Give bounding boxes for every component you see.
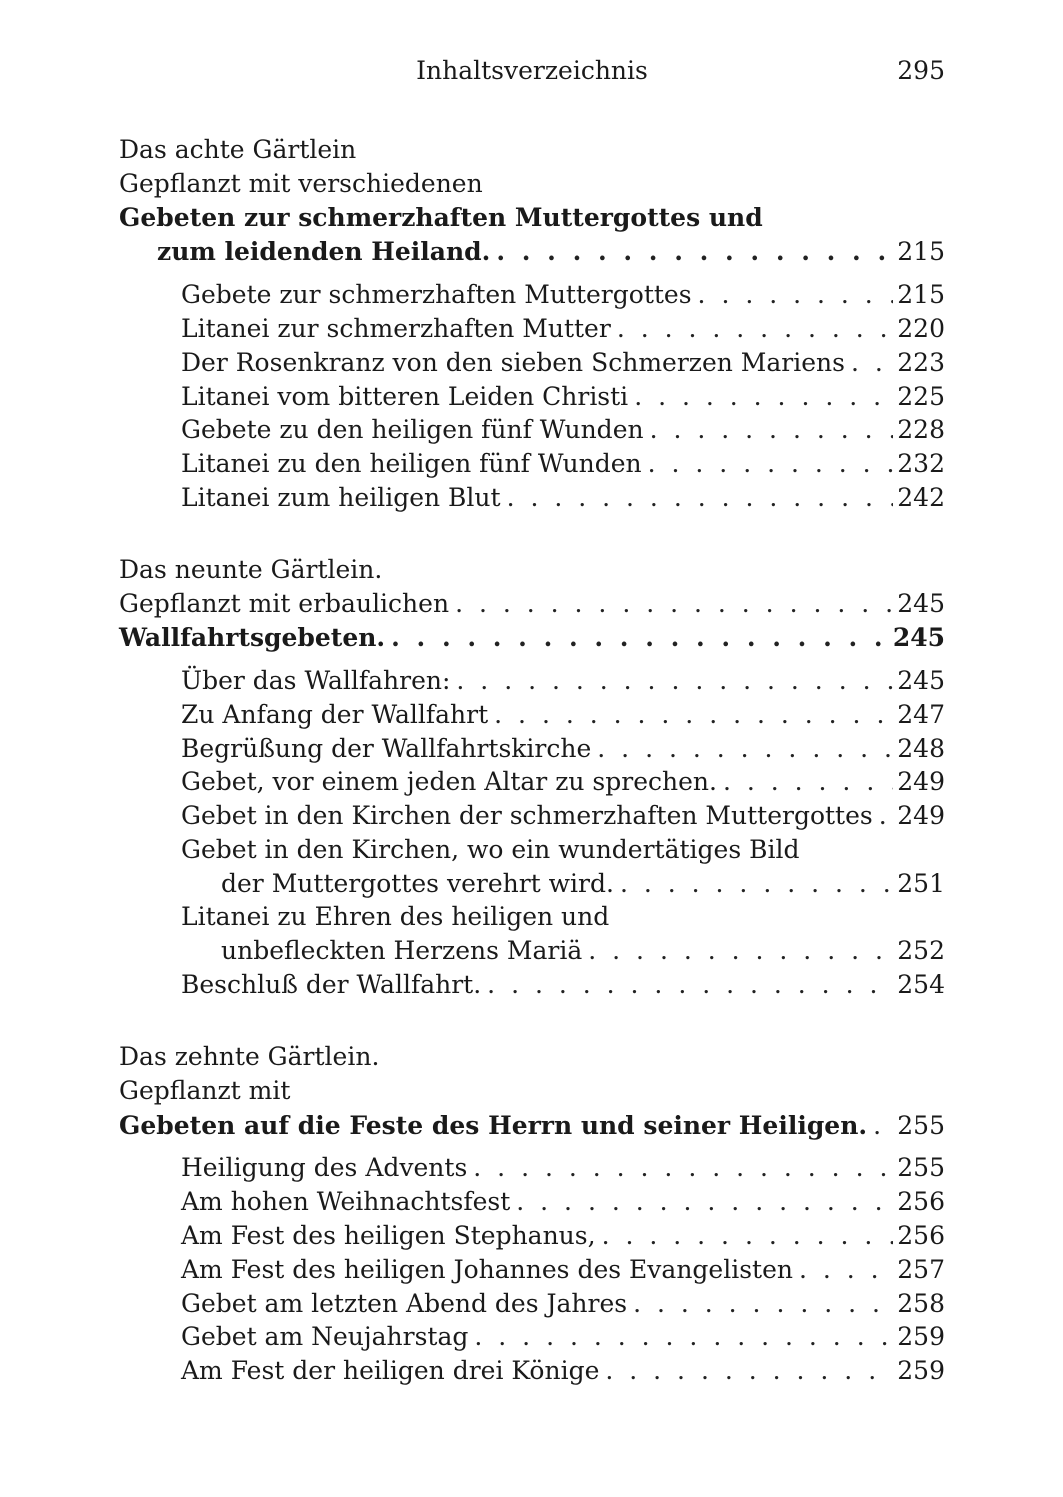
toc-entry[interactable]: Litanei vom bitteren Leiden Christi . . . 225: [119, 380, 945, 414]
entry-page: 220: [897, 314, 945, 343]
dot-leader: [474, 1320, 893, 1354]
entry-page: 215: [897, 237, 945, 266]
entry-page: 257: [897, 1255, 945, 1284]
entry-page: 256: [897, 1221, 945, 1250]
dot-leader: [851, 346, 893, 380]
dot-leader: [516, 1185, 893, 1219]
dot-leader: [494, 698, 893, 732]
entry-page: 254: [897, 970, 945, 999]
dot-leader: [873, 1109, 893, 1143]
section-heading: Das achte Gärtlein: [119, 135, 357, 164]
toc-entry[interactable]: Am hohen Weihnachtsfest . . . 256: [119, 1185, 945, 1219]
toc-entry[interactable]: Begrüßung der Wallfahrtskirche . . . 248: [119, 732, 945, 766]
dot-leader: [723, 765, 893, 799]
entry-page: 252: [897, 936, 945, 965]
running-title: Inhaltsverzeichnis: [416, 56, 648, 85]
toc-entry[interactable]: Heiligung des Advents . . . 255: [119, 1151, 945, 1185]
entry-page: 251: [897, 869, 945, 898]
toc-entry[interactable]: Gebet am letzten Abend des Jahres . . . 258: [119, 1287, 945, 1321]
dot-leader: [650, 413, 894, 447]
entry-page: 249: [897, 767, 945, 796]
toc-entry[interactable]: Gebet am Neujahrstag . . . 259: [119, 1320, 945, 1354]
dot-leader: [617, 312, 893, 346]
toc-page: [119, 0, 945, 1497]
toc-entry[interactable]: Gebet, vor einem jeden Altar zu sprechen. . . . 249: [119, 765, 945, 799]
entry-page: 247: [897, 700, 945, 729]
toc-entry[interactable]: Über das Wallfahren: . . . 245: [119, 664, 945, 698]
entry-page: 255: [897, 1111, 945, 1140]
entry-page: 225: [897, 382, 945, 411]
section-heading: Das neunte Gärtlein.: [119, 555, 383, 584]
dot-leader: [879, 799, 894, 833]
page-number: 295: [897, 56, 945, 85]
dot-leader: [633, 1287, 893, 1321]
dot-leader: [391, 621, 889, 655]
toc-entry[interactable]: Zu Anfang der Wallfahrt . . . 247: [119, 698, 945, 732]
toc-entry[interactable]: Gebete zu den heiligen fünf Wunden . . . 228: [119, 413, 945, 447]
toc-entry-line1[interactable]: Litanei zu Ehren des heiligen und: [181, 902, 610, 931]
dot-leader: [620, 867, 893, 901]
dot-leader: [496, 235, 893, 269]
entry-page: 242: [897, 483, 945, 512]
toc-entry[interactable]: Litanei zu den heiligen fünf Wunden . . . 232: [119, 447, 945, 481]
toc-entry-line1[interactable]: Gebet in den Kirchen, wo ein wundertätiges Bild: [181, 835, 800, 864]
dot-leader: [507, 481, 894, 515]
toc-entry[interactable]: Der Rosenkranz von den sieben Schmerzen Mariens . . . 223: [119, 346, 945, 380]
dot-leader: [799, 1253, 893, 1287]
section-title[interactable]: Gebeten auf die Feste des Herrn und seiner Heiligen. . . . 255: [119, 1109, 945, 1143]
toc-entry-line2[interactable]: unbefleckten Herzens Mariä . . . 252: [119, 934, 945, 968]
toc-entry[interactable]: Gebet in den Kirchen der schmerzhaften Muttergottes . . . 249: [119, 799, 945, 833]
dot-leader: [473, 1151, 893, 1185]
dot-leader: [487, 968, 893, 1002]
entry-page: 259: [897, 1322, 945, 1351]
entry-page: 215: [897, 280, 945, 309]
running-head: [119, 56, 945, 96]
dot-leader: [698, 278, 894, 312]
entry-page: 223: [897, 348, 945, 377]
entry-page: 249: [897, 801, 945, 830]
toc-entry[interactable]: Litanei zum heiligen Blut . . . 242: [119, 481, 945, 515]
dot-leader: [634, 380, 893, 414]
toc-entry[interactable]: Beschluß der Wallfahrt. . . . 254: [119, 968, 945, 1002]
entry-page: 258: [897, 1289, 945, 1318]
toc-entry[interactable]: Gebete zur schmerzhaften Muttergottes . . . 215: [119, 278, 945, 312]
section-title[interactable]: Wallfahrtsgebeten. . . . 245: [119, 621, 945, 655]
toc-entry[interactable]: zum leidenden Heiland. . . . 215: [119, 235, 945, 269]
entry-page: 245: [892, 623, 945, 652]
dot-leader: [648, 447, 894, 481]
section-heading: Das zehnte Gärtlein.: [119, 1042, 380, 1071]
entry-page: 259: [897, 1356, 945, 1385]
entry-page: 245: [897, 589, 945, 618]
toc-entry-line2[interactable]: der Muttergottes verehrt wird. . . . 251: [119, 867, 945, 901]
toc-entry[interactable]: Am Fest des heiligen Stephanus, . . . 256: [119, 1219, 945, 1253]
toc-entry[interactable]: Am Fest der heiligen drei Könige . . . 259: [119, 1354, 945, 1388]
entry-page: 256: [897, 1187, 945, 1216]
entry-page: 232: [897, 449, 945, 478]
dot-leader: [456, 664, 893, 698]
entry-page: 255: [897, 1153, 945, 1182]
entry-page: 248: [897, 734, 945, 763]
toc-entry[interactable]: Litanei zur schmerzhaften Mutter . . . 220: [119, 312, 945, 346]
section-subheading: Gepflanzt mit: [119, 1076, 291, 1105]
dot-leader: [605, 1354, 893, 1388]
section-title: Gebeten zur schmerzhaften Muttergottes und: [119, 203, 763, 232]
dot-leader: [588, 934, 893, 968]
dot-leader: [455, 587, 893, 621]
section-subheading: Gepflanzt mit verschiedenen: [119, 169, 483, 198]
entry-page: 245: [897, 666, 945, 695]
dot-leader: [602, 1219, 894, 1253]
section-subheading[interactable]: Gepflanzt mit erbaulichen . . . 245: [119, 587, 945, 621]
toc-entry[interactable]: Am Fest des heiligen Johannes des Evangelisten . . . 257: [119, 1253, 945, 1287]
entry-page: 228: [897, 415, 945, 444]
dot-leader: [597, 732, 893, 766]
